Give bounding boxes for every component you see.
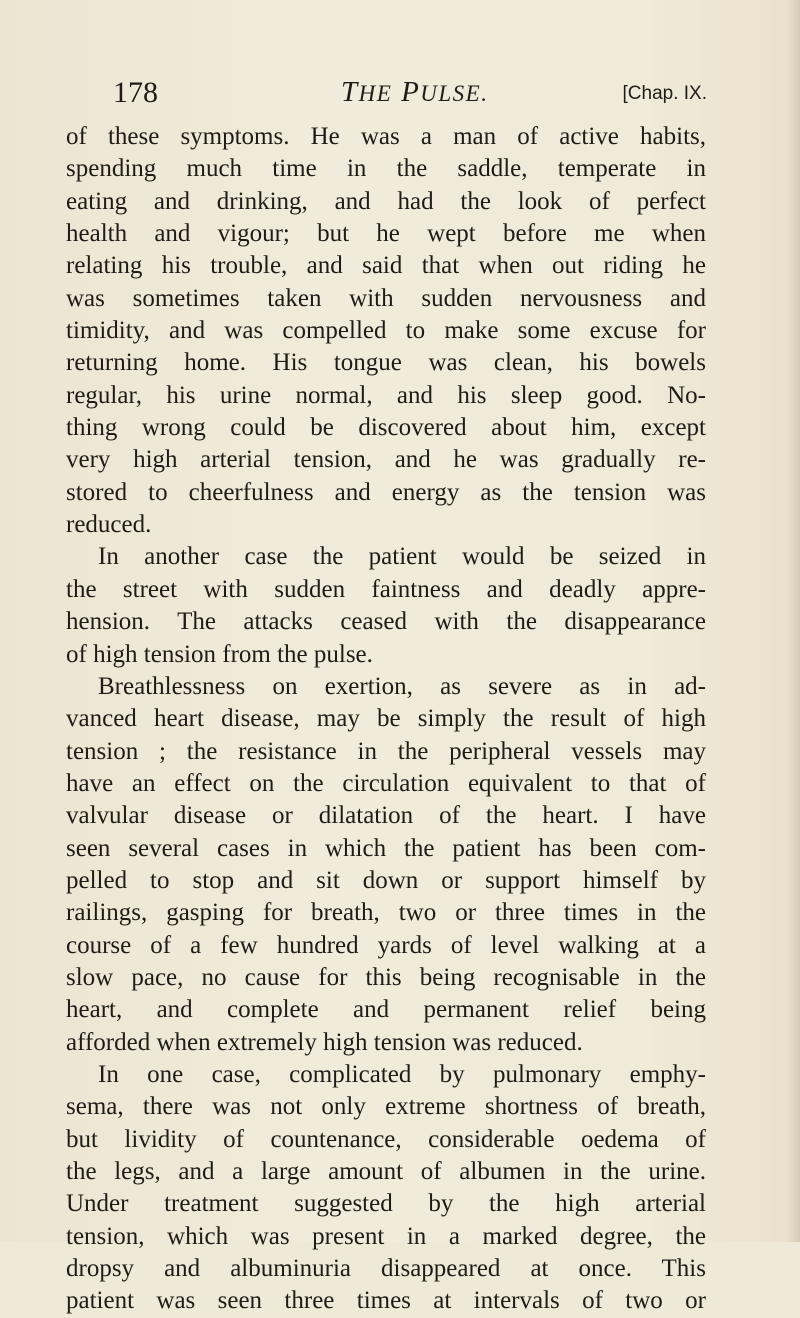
text-line: In one case, complicated by pulmonary emphy- [98, 1060, 706, 1088]
chapter-reference: [Chap. IX. [622, 83, 707, 104]
text-line: patient was seen three times at intervals of two or [66, 1287, 706, 1315]
text-line: seen several cases in which the patient has been com- [66, 834, 706, 862]
text-line: the legs, and a large amount of albumen in the urine. [66, 1158, 706, 1185]
text-line: sema, there was not only extreme shortness of breath, [66, 1093, 706, 1121]
text-line: heart, and complete and permanent relief being [66, 996, 706, 1024]
text-line: eating and drinking, and had the look of perfect [66, 187, 706, 215]
text-line: dropsy and albuminuria disappeared at once. This [66, 1255, 706, 1283]
text-line: very high arterial tension, and he was gradually re- [66, 446, 706, 474]
text-line: have an effect on the circulation equivalent to that of [66, 769, 706, 797]
text-line: of these symptoms. He was a man of active habits, [66, 123, 706, 150]
text-line: pelled to stop and sit down or support himself by [66, 866, 706, 894]
text-line: railings, gasping for breath, two or three times in the [66, 899, 706, 927]
text-line: tension ; the resistance in the peripheral vessels may [66, 737, 706, 765]
text-line: In another case the patient would be seized in [98, 543, 706, 571]
text-line: course of a few hundred yards of level walking at a [66, 931, 706, 959]
text-line: afforded when extremely high tension was reduced. [66, 1028, 583, 1056]
text-line: timidity, and was compelled to make some excuse for [66, 317, 706, 345]
text-line: was sometimes taken with sudden nervousness and [66, 284, 706, 312]
text-line: stored to cheerfulness and energy as the tension was [66, 478, 706, 506]
text-line: but lividity of countenance, considerable oedema of [66, 1125, 706, 1153]
text-line: tension, which was present in a marked degree, the [66, 1222, 706, 1250]
text-line: thing wrong could be discovered about him, except [66, 414, 706, 442]
text-line: Breathlessness on exertion, as severe as in ad- [98, 672, 706, 700]
text-line: valvular disease or dilatation of the heart. I have [66, 802, 706, 830]
page-header [113, 76, 707, 116]
text-line: reduced. [66, 511, 152, 539]
text-line: hension. The attacks ceased with the disappearance [66, 608, 706, 636]
text-line: health and vigour; but he wept before me when [66, 220, 706, 248]
text-line: of high tension from the pulse. [66, 640, 373, 668]
text-line: spending much time in the saddle, temperate in [66, 155, 706, 183]
running-title: THE PULSE. [341, 76, 489, 108]
page-number: 178 [113, 76, 158, 109]
text-line: Under treatment suggested by the high arterial [66, 1190, 706, 1218]
body-text [66, 121, 706, 1318]
page-edge-shadow [786, 0, 800, 1242]
text-line: relating his trouble, and said that when out riding he [66, 252, 706, 280]
text-line: vanced heart disease, may be simply the result of high [66, 705, 706, 733]
text-line: the street with sudden faintness and deadly appre- [66, 575, 706, 603]
text-line: returning home. His tongue was clean, his bowels [66, 349, 706, 377]
text-line: slow pace, no cause for this being recognisable in the [66, 963, 706, 991]
text-line: regular, his urine normal, and his sleep good. No- [66, 381, 706, 409]
